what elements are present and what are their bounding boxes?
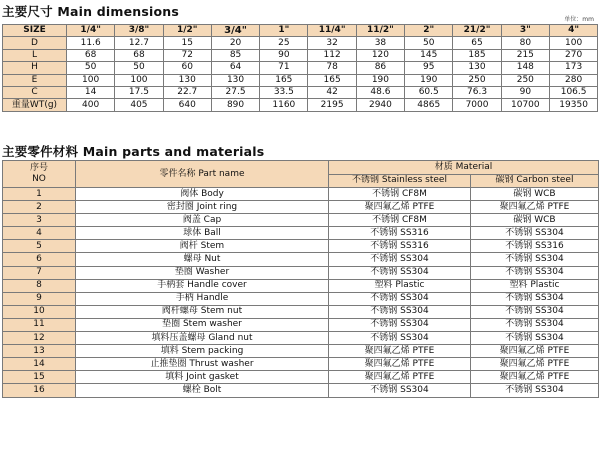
- part-name: 密封圈 Joint ring: [76, 201, 329, 214]
- stainless-material: 聚四氟乙烯 PTFE: [329, 201, 471, 214]
- size-cell: 3/4": [211, 25, 259, 37]
- part-row: [3, 201, 599, 214]
- stainless-material: 不锈钢 SS304: [329, 292, 471, 305]
- size-header-row: [3, 25, 598, 37]
- dimension-label: D: [3, 37, 67, 49]
- part-name: 阀杆螺母 Stem nut: [76, 305, 329, 318]
- stainless-material: 不锈钢 SS304: [329, 305, 471, 318]
- dimension-value: 17.5: [115, 86, 163, 98]
- part-name: 阀杆 Stem: [76, 240, 329, 253]
- dimension-row: [3, 37, 598, 49]
- part-no: 1: [3, 188, 76, 201]
- dimension-value: 130: [163, 74, 211, 86]
- dimension-value: 48.6: [356, 86, 404, 98]
- dimension-value: 1160: [260, 99, 308, 111]
- carbon-material: 碳钢 WCB: [471, 214, 599, 227]
- dimension-value: 80: [501, 37, 549, 49]
- dimension-value: 78: [308, 62, 356, 74]
- part-row: [3, 279, 599, 292]
- part-no: 10: [3, 305, 76, 318]
- dimension-value: 173: [549, 62, 597, 74]
- stainless-material: 不锈钢 SS304: [329, 253, 471, 266]
- dimension-value: 165: [308, 74, 356, 86]
- part-name: 垫圈 Washer: [76, 266, 329, 279]
- parts-table: [2, 160, 599, 398]
- part-row: [3, 318, 599, 331]
- size-cell: 1/2": [163, 25, 211, 37]
- dimension-value: 120: [356, 49, 404, 61]
- dimension-value: 60.5: [405, 86, 453, 98]
- part-row: [3, 305, 599, 318]
- dimension-value: 640: [163, 99, 211, 111]
- carbon-material: 不锈钢 SS304: [471, 305, 599, 318]
- dimension-value: 42: [308, 86, 356, 98]
- part-no: 14: [3, 358, 76, 371]
- dimension-value: 4865: [405, 99, 453, 111]
- dimension-value: 250: [501, 74, 549, 86]
- part-row: [3, 266, 599, 279]
- part-row: [3, 345, 599, 358]
- dimension-value: 185: [453, 49, 501, 61]
- part-no: 7: [3, 266, 76, 279]
- carbon-material: 不锈钢 SS304: [471, 253, 599, 266]
- dimension-value: 2195: [308, 99, 356, 111]
- part-name: 止推垫圈 Thrust washer: [76, 358, 329, 371]
- part-name: 填料 Joint gasket: [76, 371, 329, 384]
- carbon-material: 不锈钢 SS304: [471, 384, 599, 397]
- header-no-cn: 序号: [29, 163, 48, 173]
- dimension-value: 106.5: [549, 86, 597, 98]
- dimension-value: 25: [260, 37, 308, 49]
- carbon-material: 不锈钢 SS304: [471, 332, 599, 345]
- dimension-value: 90: [501, 86, 549, 98]
- dimension-value: 22.7: [163, 86, 211, 98]
- dimension-value: 50: [115, 62, 163, 74]
- part-row: [3, 292, 599, 305]
- stainless-material: 塑料 Plastic: [329, 279, 471, 292]
- stainless-material: 不锈钢 SS316: [329, 227, 471, 240]
- carbon-material: 不锈钢 SS304: [471, 318, 599, 331]
- dimension-value: 280: [549, 74, 597, 86]
- dimension-value: 50: [405, 37, 453, 49]
- dimension-value: 145: [405, 49, 453, 61]
- dimension-value: 72: [163, 49, 211, 61]
- size-label: SIZE: [3, 25, 67, 37]
- dimension-value: 100: [115, 74, 163, 86]
- dimension-value: 20: [211, 37, 259, 49]
- dimension-value: 64: [211, 62, 259, 74]
- part-no: 2: [3, 201, 76, 214]
- dimension-value: 270: [549, 49, 597, 61]
- header-stainless: 不锈钢 Stainless steel: [329, 174, 471, 188]
- dimension-value: 890: [211, 99, 259, 111]
- part-no: 16: [3, 384, 76, 397]
- carbon-material: 聚四氟乙烯 PTFE: [471, 345, 599, 358]
- stainless-material: 不锈钢 SS304: [329, 332, 471, 345]
- dimension-value: 400: [67, 99, 115, 111]
- dimension-value: 100: [549, 37, 597, 49]
- dimension-value: 11.6: [67, 37, 115, 49]
- dimension-row: [3, 86, 598, 98]
- part-row: [3, 214, 599, 227]
- part-no: 12: [3, 332, 76, 345]
- dimension-value: 130: [211, 74, 259, 86]
- header-no-en: NO: [32, 174, 46, 184]
- part-row: [3, 371, 599, 384]
- dimension-value: 12.7: [115, 37, 163, 49]
- part-row: [3, 240, 599, 253]
- size-cell: 11/2": [356, 25, 404, 37]
- dimension-value: 38: [356, 37, 404, 49]
- carbon-material: 聚四氟乙烯 PTFE: [471, 201, 599, 214]
- dimension-value: 65: [453, 37, 501, 49]
- dimension-value: 100: [67, 74, 115, 86]
- dimension-value: 33.5: [260, 86, 308, 98]
- carbon-material: 不锈钢 SS316: [471, 240, 599, 253]
- dimension-value: 190: [405, 74, 453, 86]
- dimension-label: 重量WT(g): [3, 99, 67, 111]
- dimension-value: 215: [501, 49, 549, 61]
- stainless-material: 不锈钢 CF8M: [329, 188, 471, 201]
- part-no: 8: [3, 279, 76, 292]
- part-no: 9: [3, 292, 76, 305]
- dimension-row: [3, 62, 598, 74]
- dimension-value: 10700: [501, 99, 549, 111]
- dimension-value: 112: [308, 49, 356, 61]
- part-no: 5: [3, 240, 76, 253]
- carbon-material: 聚四氟乙烯 PTFE: [471, 371, 599, 384]
- dimension-value: 68: [67, 49, 115, 61]
- dimension-value: 2940: [356, 99, 404, 111]
- header-part-name: 零件名称 Part name: [76, 161, 329, 188]
- dimension-label: C: [3, 86, 67, 98]
- stainless-material: 聚四氟乙烯 PTFE: [329, 358, 471, 371]
- part-name: 填料压盖螺母 Gland nut: [76, 332, 329, 345]
- part-name: 阀盖 Cap: [76, 214, 329, 227]
- dimension-value: 190: [356, 74, 404, 86]
- dimension-value: 50: [67, 62, 115, 74]
- dimension-value: 85: [211, 49, 259, 61]
- dimension-row: [3, 74, 598, 86]
- stainless-material: 不锈钢 SS304: [329, 384, 471, 397]
- size-cell: 2": [405, 25, 453, 37]
- dimension-value: 148: [501, 62, 549, 74]
- dimension-value: 27.5: [211, 86, 259, 98]
- dimension-value: 165: [260, 74, 308, 86]
- header-no: [3, 161, 76, 188]
- carbon-material: 不锈钢 SS304: [471, 227, 599, 240]
- stainless-material: 不锈钢 SS304: [329, 318, 471, 331]
- header-carbon: 碳钢 Carbon steel: [471, 174, 599, 188]
- dimension-label: L: [3, 49, 67, 61]
- parts-title: 主要零件材料 Main parts and materials: [2, 144, 265, 159]
- part-name: 填料 Stem packing: [76, 345, 329, 358]
- part-name: 球体 Ball: [76, 227, 329, 240]
- part-name: 手柄 Handle: [76, 292, 329, 305]
- carbon-material: 不锈钢 SS304: [471, 266, 599, 279]
- part-row: [3, 227, 599, 240]
- header-material: 材质 Material: [329, 161, 599, 175]
- dimension-value: 90: [260, 49, 308, 61]
- part-no: 3: [3, 214, 76, 227]
- stainless-material: 不锈钢 SS316: [329, 240, 471, 253]
- part-no: 13: [3, 345, 76, 358]
- part-row: [3, 384, 599, 397]
- dimension-value: 60: [163, 62, 211, 74]
- dimension-value: 405: [115, 99, 163, 111]
- stainless-material: 不锈钢 SS304: [329, 266, 471, 279]
- dimension-value: 68: [115, 49, 163, 61]
- size-cell: 3/8": [115, 25, 163, 37]
- part-no: 15: [3, 371, 76, 384]
- dimension-label: E: [3, 74, 67, 86]
- dimensions-title: 主要尺寸 Main dimensions: [2, 4, 180, 19]
- carbon-material: 不锈钢 SS304: [471, 292, 599, 305]
- part-name: 阀体 Body: [76, 188, 329, 201]
- part-row: [3, 332, 599, 345]
- size-cell: 1/4": [67, 25, 115, 37]
- dimension-value: 7000: [453, 99, 501, 111]
- stainless-material: 聚四氟乙烯 PTFE: [329, 345, 471, 358]
- part-name: 螺栓 Bolt: [76, 384, 329, 397]
- part-name: 螺母 Nut: [76, 253, 329, 266]
- size-cell: 4": [549, 25, 597, 37]
- dimension-value: 14: [67, 86, 115, 98]
- dimension-row: [3, 49, 598, 61]
- dimension-value: 95: [405, 62, 453, 74]
- stainless-material: 聚四氟乙烯 PTFE: [329, 371, 471, 384]
- part-no: 6: [3, 253, 76, 266]
- size-cell: 21/2": [453, 25, 501, 37]
- carbon-material: 聚四氟乙烯 PTFE: [471, 358, 599, 371]
- dimension-value: 19350: [549, 99, 597, 111]
- stainless-material: 不锈钢 CF8M: [329, 214, 471, 227]
- size-cell: 3": [501, 25, 549, 37]
- part-row: [3, 358, 599, 371]
- part-name: 垫圈 Stem washer: [76, 318, 329, 331]
- dimension-value: 86: [356, 62, 404, 74]
- dimension-value: 32: [308, 37, 356, 49]
- part-row: [3, 253, 599, 266]
- dimension-value: 15: [163, 37, 211, 49]
- dimension-label: H: [3, 62, 67, 74]
- unit-note: 单位：mm: [564, 16, 594, 23]
- carbon-material: 塑料 Plastic: [471, 279, 599, 292]
- size-cell: 1": [260, 25, 308, 37]
- part-row: [3, 188, 599, 201]
- dimension-value: 76.3: [453, 86, 501, 98]
- dimension-value: 130: [453, 62, 501, 74]
- part-name: 手柄套 Handle cover: [76, 279, 329, 292]
- dimension-value: 71: [260, 62, 308, 74]
- size-cell: 11/4": [308, 25, 356, 37]
- carbon-material: 碳钢 WCB: [471, 188, 599, 201]
- part-no: 4: [3, 227, 76, 240]
- dimensions-table: [2, 24, 598, 112]
- part-no: 11: [3, 318, 76, 331]
- dimension-row: [3, 99, 598, 111]
- dimension-value: 250: [453, 74, 501, 86]
